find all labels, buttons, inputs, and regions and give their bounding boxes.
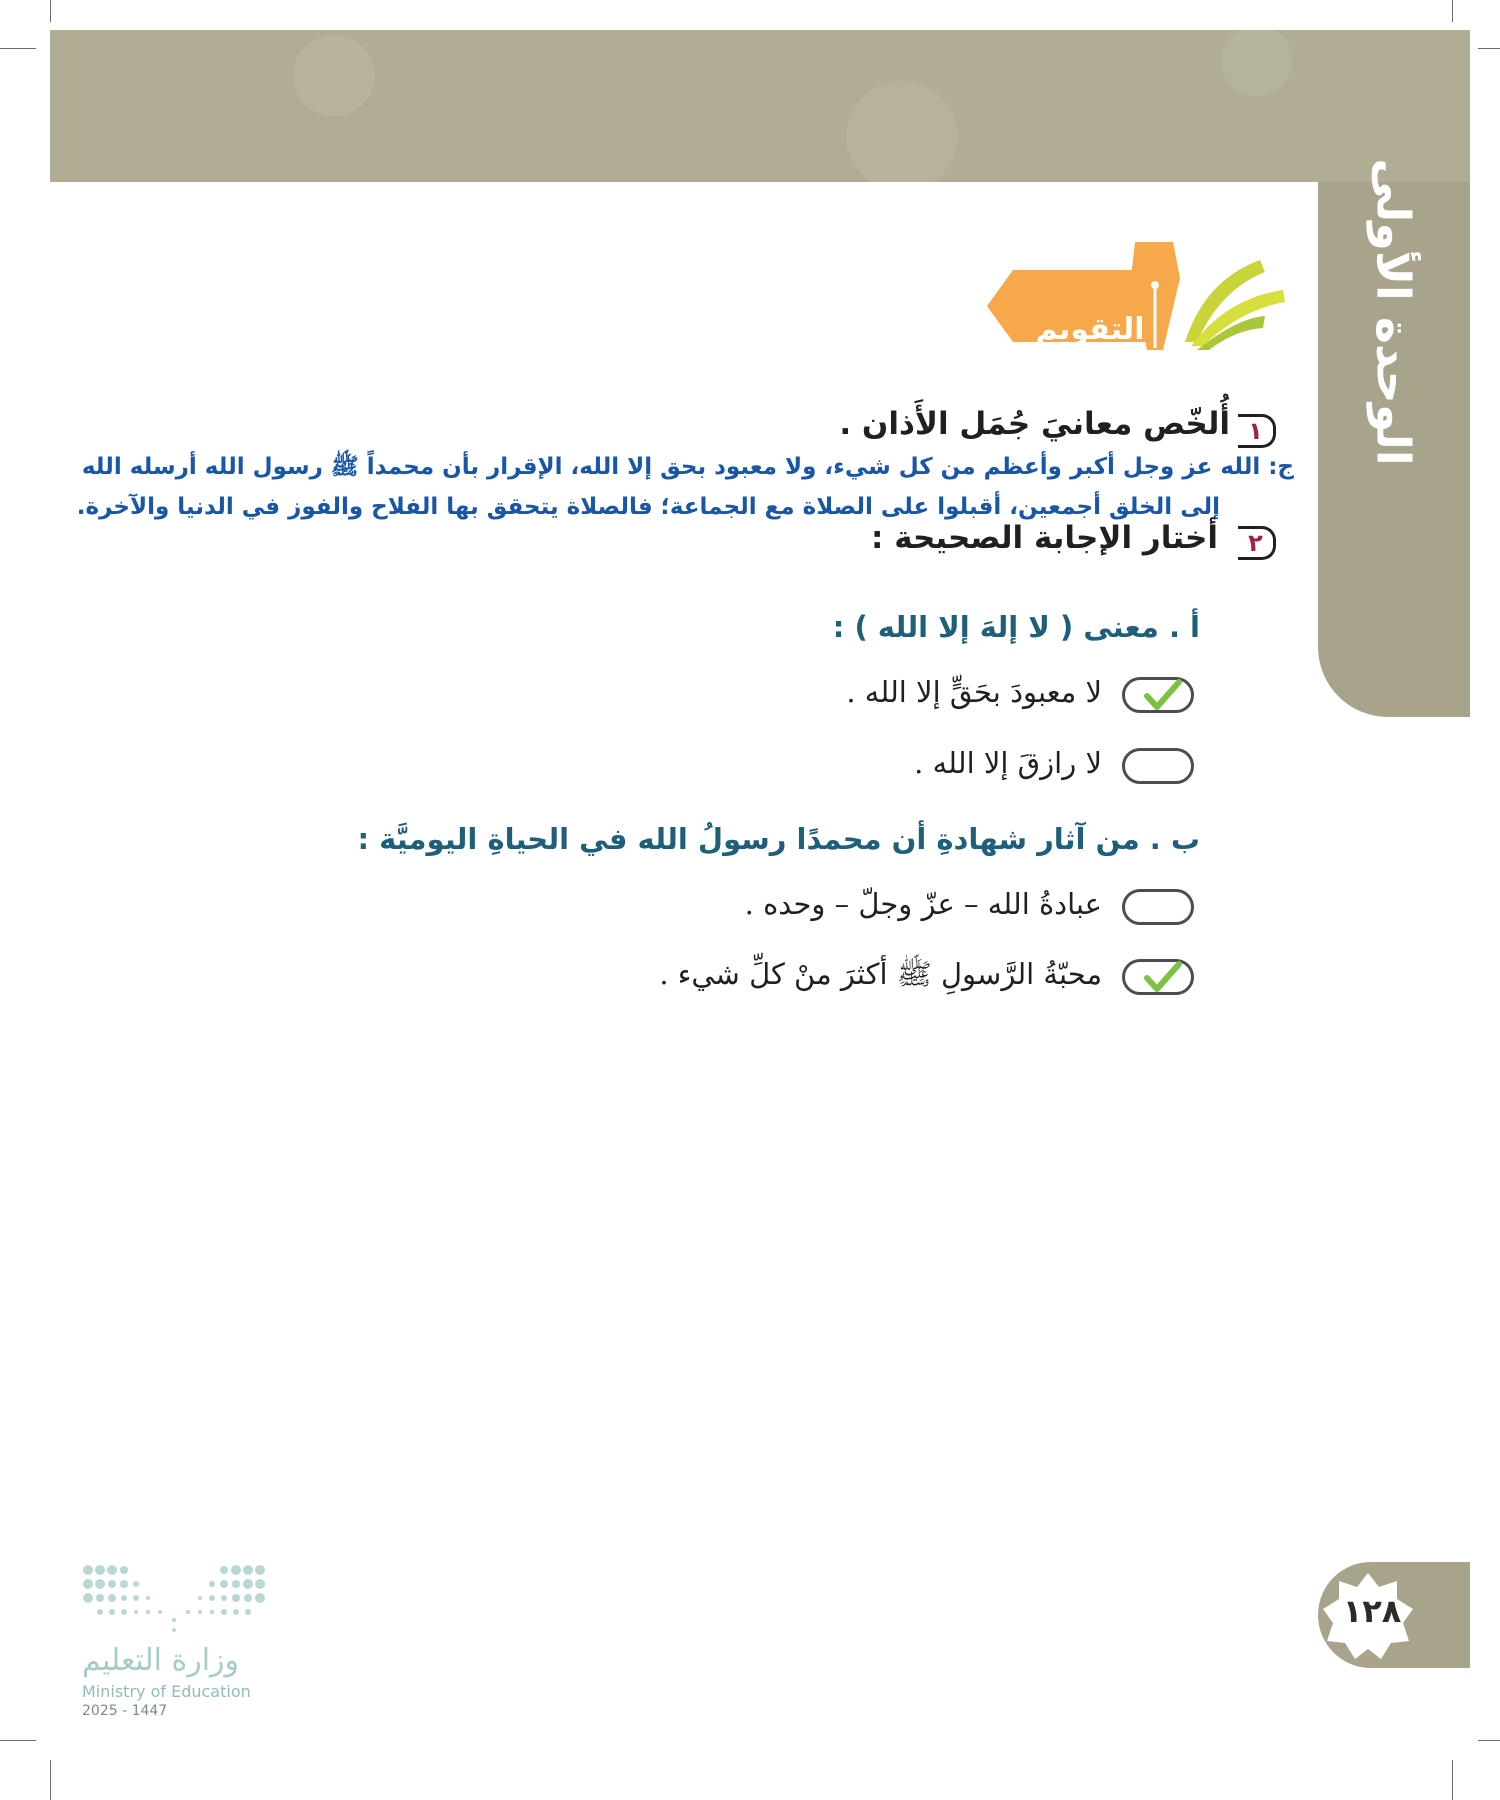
crop-mark [0, 48, 36, 49]
crop-mark [50, 1760, 51, 1800]
answer-line: إلى الخلق أجمعين، أقبلوا على الصلاة مع الجماعة؛ فالصلاة يتحقق بها الفلاح والفوز في الدنيا والآخرة. [76, 494, 1220, 520]
option-text: لا رازقَ إلا الله . [914, 746, 1102, 780]
crop-mark [1478, 1740, 1500, 1741]
checkmark-icon [1143, 676, 1183, 716]
option-checkbox[interactable] [1122, 889, 1194, 925]
subquestion-label: ب . من آثار شهادةِ أن محمدًا رسولُ الله في الحياةِ اليوميَّة : [357, 822, 1200, 856]
answer-line: ج: الله عز وجل أكبر وأعظم من كل شيء، ولا معبود بحق إلا الله، الإقرار بأن محمداً ﷺ رسول الله أرسله الله [81, 454, 1294, 480]
header-band [50, 30, 1470, 182]
crop-mark [50, 0, 51, 22]
crop-mark [1452, 1760, 1453, 1800]
ministry-logo-icon [82, 1562, 267, 1640]
unit-title-text: الوحدة الأولى [1367, 158, 1422, 466]
option-checkbox[interactable] [1122, 748, 1194, 784]
checkmark-icon [1143, 958, 1183, 998]
pen-badge-icon [965, 240, 1300, 375]
ministry-name-english: Ministry of Education [82, 1682, 251, 1701]
crop-mark [1478, 48, 1500, 49]
crop-mark [0, 1740, 36, 1741]
question-number: ١ [1238, 414, 1276, 448]
question-text: أُلخّص معانيَ جُمَل الأَذان . [839, 406, 1230, 442]
edition-year: 2025 - 1447 [82, 1703, 168, 1719]
subquestion-label: أ . معنى ( لا إلهَ إلا الله ) : [832, 610, 1200, 644]
option-text: لا معبودَ بحَقٍّ إلا الله . [846, 675, 1102, 709]
ministry-name-arabic: وزارة التعليم [82, 1643, 240, 1678]
option-text: محبّةُ الرَّسولِ ﷺ أكثرَ منْ كلِّ شيء . [659, 957, 1102, 991]
page-number: ١٢٨ [1342, 1592, 1402, 1630]
crop-mark [1452, 0, 1453, 22]
unit-title [1318, 158, 1470, 466]
option-checkbox[interactable] [1122, 959, 1194, 995]
question-text: أختار الإجابة الصحيحة : [871, 520, 1218, 556]
section-badge-label: التقويم [1035, 312, 1145, 347]
question-number: ٢ [1238, 526, 1276, 560]
option-text: عبادةُ الله – عزّ وجلّ – وحده . [744, 887, 1102, 921]
option-checkbox[interactable] [1122, 677, 1194, 713]
